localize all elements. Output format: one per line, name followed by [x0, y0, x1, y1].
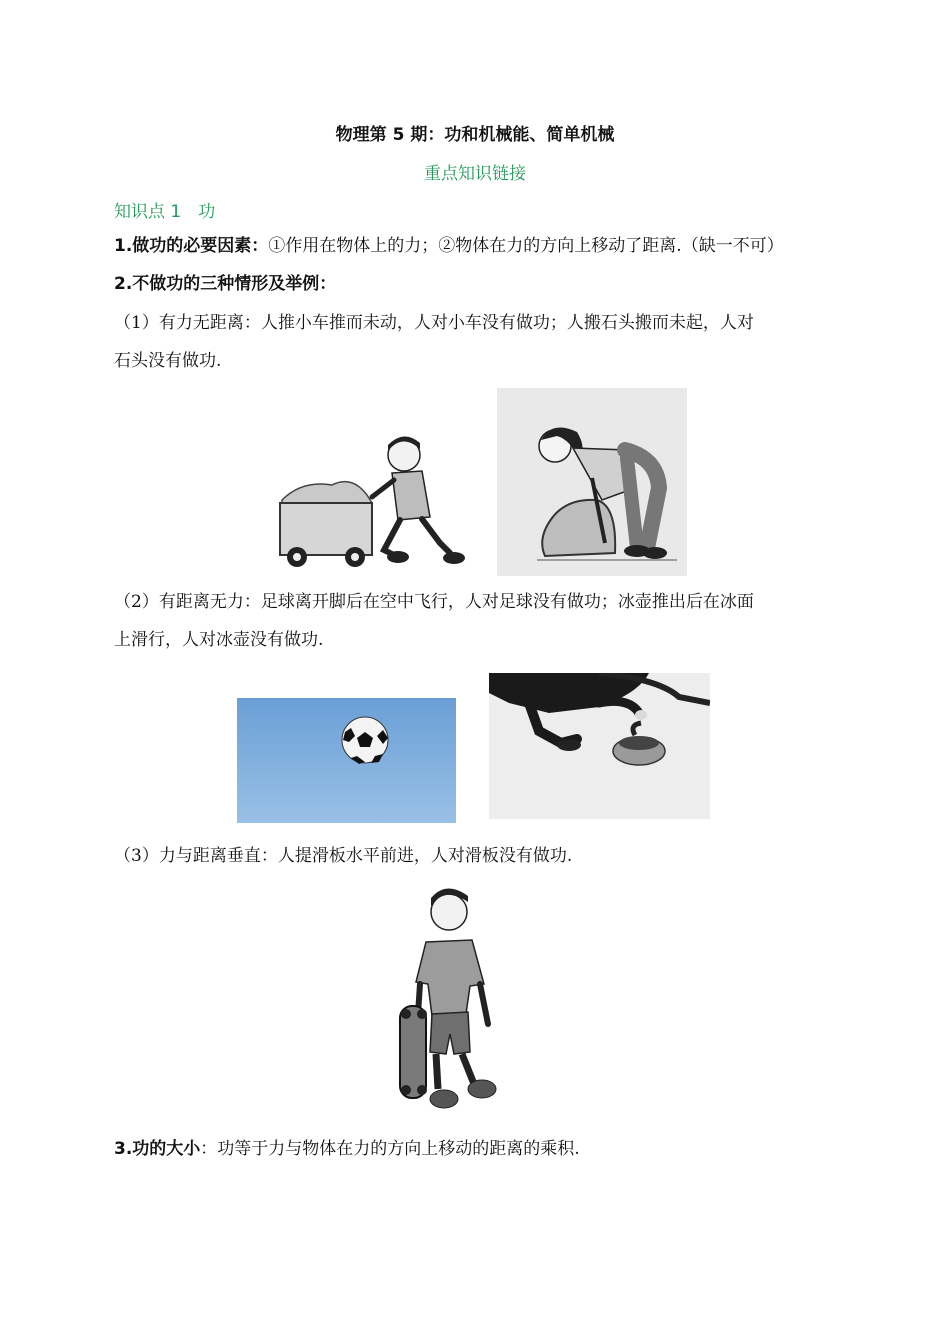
point-1-text: ①作用在物体上的力；②物体在力的方向上移动了距离.（缺一不可） — [268, 236, 784, 256]
knowledge-point-heading: 知识点 1 功 — [114, 202, 216, 222]
case-3-line: （3）力与距离垂直：人提滑板水平前进，人对滑板没有做功. — [114, 846, 573, 866]
point-2 — [114, 273, 336, 295]
point-3-text: ：功等于力与物体在力的方向上移动的距离的乘积. — [200, 1139, 580, 1159]
skateboard-carry-illustration — [394, 884, 504, 1119]
case-2-line-1: （2）有距离无力：足球离开脚后在空中飞行，人对足球没有做功；冰壶推出后在冰面 — [114, 592, 754, 612]
section-subtitle: 重点知识链接 — [424, 164, 526, 184]
case-1-line-1: （1）有力无距离：人推小车推而未动，人对小车没有做功；人搬石头搬而未起，人对 — [114, 313, 754, 333]
cart-push-illustration — [272, 425, 470, 575]
point-1 — [114, 235, 784, 257]
point-3 — [114, 1138, 580, 1160]
curling-photo — [489, 673, 710, 819]
point-1-label: 1.做功的必要因素： — [114, 236, 269, 256]
soccer-ball-photo — [237, 698, 456, 823]
case-1-line-2: 石头没有做功. — [114, 351, 222, 371]
page-title: 物理第 5 期：功和机械能、简单机械 — [335, 125, 615, 145]
point-3-label: 3.功的大小 — [114, 1139, 201, 1159]
point-2-label: 2.不做功的三种情形及举例： — [114, 274, 337, 294]
stone-lift-illustration — [497, 388, 687, 576]
case-2-line-2: 上滑行，人对冰壶没有做功. — [114, 630, 324, 650]
